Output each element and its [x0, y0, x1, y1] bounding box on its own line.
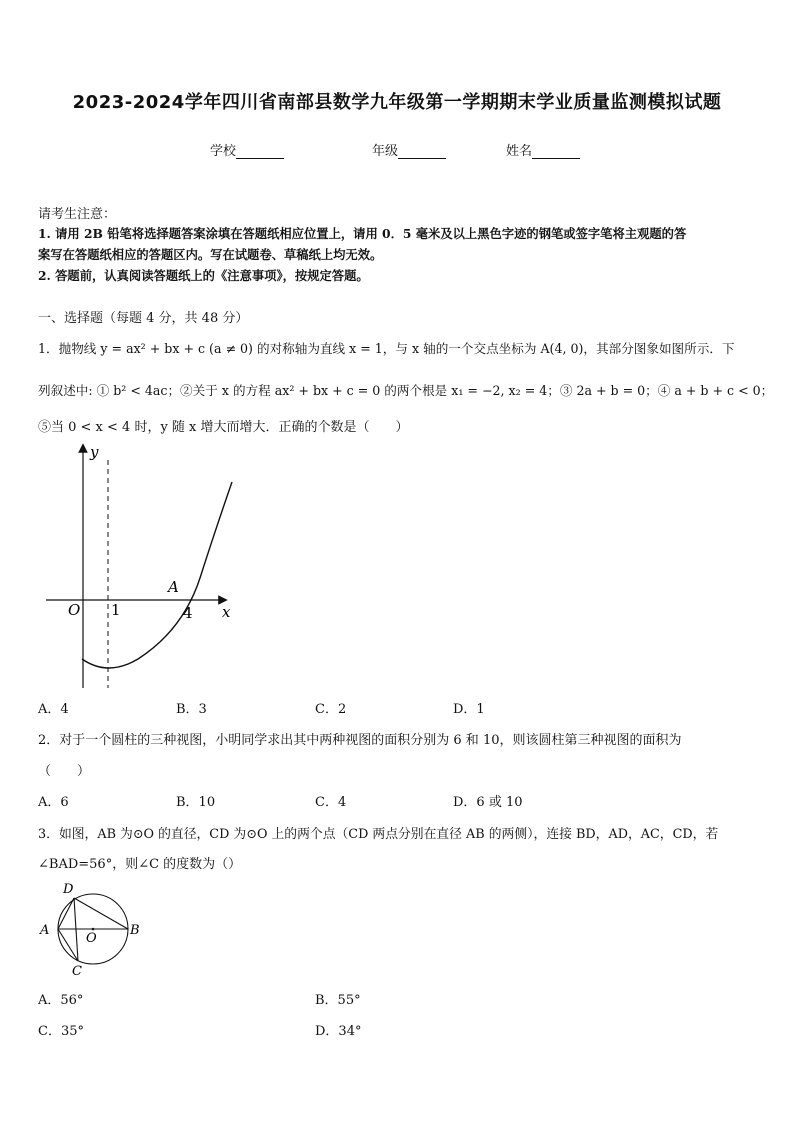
q3-line-1: 3．如图，AB 为⊙O 的直径，CD 为⊙O 上的两个点（CD 两点分别在直径 AB 的两侧），连接 BD，AD，AC，CD，若 — [38, 827, 719, 842]
point-c-label: C — [72, 964, 82, 979]
section-1-heading: 一、选择题（每题 4 分，共 48 分） — [38, 311, 249, 326]
segment-ad — [58, 898, 74, 929]
q2-option-c[interactable]: C．4 — [315, 795, 347, 810]
point-a-label: A — [40, 923, 50, 938]
student-info-row — [0, 140, 794, 160]
tick-label-4: 4 — [183, 604, 193, 622]
q3-option-c[interactable]: C．35° — [38, 1024, 84, 1039]
center-point — [92, 928, 95, 931]
point-a-label: A — [168, 578, 179, 596]
q1-option-d[interactable]: D．1 — [453, 702, 485, 717]
grade-field — [372, 140, 446, 159]
q1-parabola-graph — [38, 440, 248, 692]
q1-option-b[interactable]: B．3 — [176, 702, 207, 717]
point-b-label: B — [130, 923, 140, 938]
notice-header: 请考生注意： — [38, 207, 117, 222]
q3-option-a[interactable]: A．56° — [38, 993, 84, 1008]
q1-option-a[interactable]: A．4 — [38, 702, 69, 717]
q2-option-b[interactable]: B．10 — [176, 795, 216, 810]
y-axis-label: y — [90, 443, 99, 461]
q3-option-b[interactable]: B．55° — [315, 993, 361, 1008]
point-d-label: D — [63, 882, 74, 897]
parabola-curve — [82, 482, 232, 668]
q2-line-1: 2．对于一个圆柱的三种视图，小明同学求出其中两种视图的面积分别为 6 和 10，则该圆柱第三种视图的面积为 — [38, 733, 682, 748]
notice-item-1-line-2: 案写在答题纸相应的答题区内。写在试题卷、草稿纸上均无效。 — [38, 247, 383, 262]
point-o-label: O — [86, 931, 97, 946]
notice-item-2: 2. 答题前，认真阅读答题纸上的《注意事项》，按规定答题。 — [38, 268, 369, 283]
segment-ac — [58, 929, 78, 961]
school-field — [210, 140, 284, 159]
q1-line-3: ⑤当 0 < x < 4 时，y 随 x 增大而增大．正确的个数是（ ） — [38, 420, 409, 435]
q1-line-2: 列叙述中: ① b² < 4ac；②关于 x 的方程 ax² + bx + c = 0 的两个根是 x₁ = −2, x₂ = 4；③ 2a + b = 0；④ a + b + c < 0； — [38, 383, 774, 398]
school-label: 学校 — [210, 144, 237, 159]
name-blank — [532, 145, 580, 159]
q3-line-2: ∠BAD=56°，则∠C 的度数为（） — [38, 857, 242, 872]
q1-line-1: 1．抛物线 y = ax² + bx + c (a ≠ 0) 的对称轴为直线 x = 1，与 x 轴的一个交点坐标为 A(4, 0)，其部分图象如图所示．下 — [38, 341, 735, 356]
notice-item-1-line-1: 1. 请用 2B 铅笔将选择题答案涂填在答题纸相应位置上，请用 0．5 毫米及以上黑色字迹的钢笔或签字笔将主观题的答 — [38, 226, 687, 241]
q2-option-d[interactable]: D．6 或 10 — [453, 795, 523, 810]
q3-circle-figure — [34, 878, 146, 980]
tick-label-1: 1 — [111, 601, 121, 619]
school-blank — [236, 145, 284, 159]
page-title: 2023-2024学年四川省南部县数学九年级第一学期期末学业质量监测模拟试题 — [72, 92, 722, 113]
q2-option-a[interactable]: A．6 — [38, 795, 69, 810]
grade-label: 年级 — [372, 144, 399, 159]
q3-option-d[interactable]: D．34° — [315, 1024, 362, 1039]
name-label: 姓名 — [506, 144, 533, 159]
segment-bd — [74, 898, 128, 929]
origin-label: O — [68, 601, 81, 619]
q2-line-2: （ ） — [38, 764, 91, 779]
grade-blank — [398, 145, 446, 159]
q1-option-c[interactable]: C．2 — [315, 702, 347, 717]
name-field — [506, 140, 580, 159]
x-axis-label: x — [222, 603, 231, 621]
